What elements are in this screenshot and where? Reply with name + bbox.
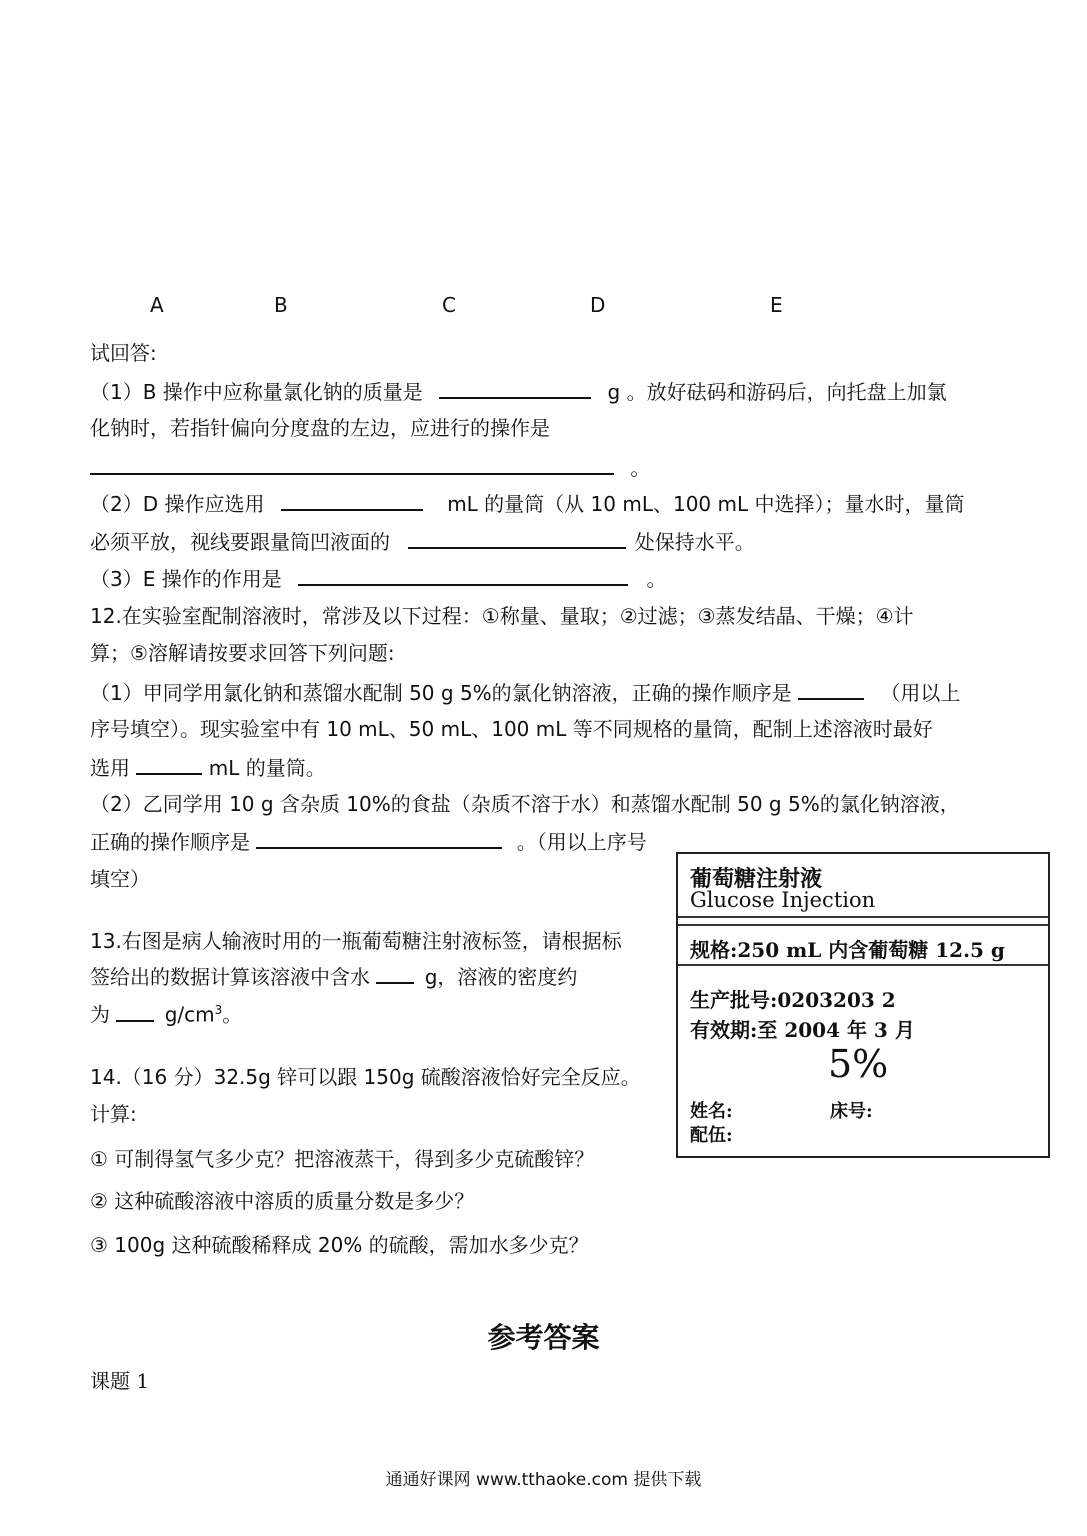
q11-p2-text2: mL 的量筒（从 10 mL、100 mL 中选择）；量水时，量筒 <box>447 492 965 516</box>
label-divider-3 <box>678 964 1048 966</box>
q11-p3-text: （3）E 操作的作用是 <box>90 567 282 591</box>
q14-line1: 14.（16 分）32.5g 锌可以跟 150g 硫酸溶液恰好完全反应。 <box>90 1065 641 1089</box>
q14-item3: ③ 100g 这种硫酸稀释成 20% 的硫酸，需加水多少克？ <box>90 1233 589 1257</box>
q12-part1-line2: 序号填空）。现实验室中有 10 mL、50 mL、100 mL 等不同规格的量筒，配制上述溶液时最好 <box>90 717 933 741</box>
q11-p2-text4: 处保持水平。 <box>634 530 755 554</box>
q13-end: 。 <box>222 1002 243 1027</box>
q11-p1-blank[interactable] <box>439 379 591 399</box>
label-divider-1 <box>678 916 1048 918</box>
q12-p1-order-blank[interactable] <box>798 680 864 700</box>
q12-part1-line1 <box>90 680 960 705</box>
q11-part1-line1 <box>90 379 947 404</box>
label-title-en: Glucose Injection <box>690 888 876 912</box>
q11-part3 <box>90 566 666 591</box>
q13-text2: g，溶液的密度约 <box>424 965 578 989</box>
option-letter-c: C <box>442 293 456 317</box>
q11-p1-operation-blank[interactable] <box>90 455 614 475</box>
q12-p1-text5: mL 的量筒。 <box>208 756 326 780</box>
lesson-label: 课题 1 <box>90 1369 150 1393</box>
page-footer: 通通好课网 www.tthaoke.com 提供下载 <box>385 1470 702 1490</box>
label-batch: 生产批号:0203203 2 <box>690 988 896 1012</box>
q14-item1: ① 可制得氢气多少克？把溶液蒸干，得到多少克硫酸锌？ <box>90 1147 595 1171</box>
q11-part2-line2 <box>90 529 755 554</box>
q12-p1-text2: （用以上 <box>880 681 961 705</box>
q11-part1-line2: 化钠时，若指针偏向分度盘的左边，应进行的操作是 <box>90 416 550 440</box>
q12-part1-line3 <box>90 755 326 780</box>
q13-unit: g/cm <box>164 1002 215 1027</box>
q12-p1-cylinder-blank[interactable] <box>136 755 202 775</box>
q13-line2 <box>90 964 577 989</box>
q13-line1: 13.右图是病人输液时用的一瓶葡萄糖注射液标签，请根据标 <box>90 929 622 953</box>
option-letter-e: E <box>770 293 783 317</box>
label-title-cn: 葡萄糖注射液 <box>690 866 823 892</box>
q13-unit-exponent: 3 <box>214 1003 223 1017</box>
q11-p2-blank[interactable] <box>281 491 423 511</box>
q11-p2-text3: 必须平放，视线要跟量筒凹液面的 <box>90 530 390 554</box>
q13-text: 签给出的数据计算该溶液中含水 <box>90 965 370 989</box>
label-divider-2 <box>678 924 1048 926</box>
q12-p1-text: （1）甲同学用氯化钠和蒸馏水配制 50 g 5%的氯化钠溶液，正确的操作顺序是 <box>90 681 792 705</box>
label-compat: 配伍: <box>690 1125 733 1146</box>
label-percent: 5% <box>828 1042 889 1086</box>
q13-text3: 为 <box>90 1002 110 1027</box>
q12-p2-order-blank[interactable] <box>256 829 502 849</box>
q13-density-blank[interactable] <box>116 1002 154 1022</box>
label-expiry: 有效期:至 2004 年 3 月 <box>690 1018 915 1042</box>
q11-part2-line1 <box>90 491 965 516</box>
q11-part1-line3 <box>90 455 650 480</box>
q11-p2-text: （2）D 操作应选用 <box>90 492 265 516</box>
q11-p1-unit: g 。放好砝码和游码后，向托盘上加氯 <box>607 380 947 404</box>
q11-p3-end: 。 <box>646 567 667 591</box>
q12-part2-line1: （2）乙同学用 10 g 含杂质 10%的食盐（杂质不溶于水）和蒸馏水配制 50 g 5%的氯化钠溶液， <box>90 792 960 816</box>
q12-part2-line2 <box>90 829 647 854</box>
answers-heading: 参考答案 <box>487 1321 600 1354</box>
q11-p3-blank[interactable] <box>298 566 628 586</box>
q12-intro-line2: 算；⑤溶解请按要求回答下列问题: <box>90 641 395 665</box>
q12-part2-line3: 填空） <box>90 867 150 891</box>
q13-water-blank[interactable] <box>376 964 414 984</box>
label-bed: 床号: <box>830 1101 873 1122</box>
try-answer-text: 试回答: <box>90 341 157 365</box>
option-letter-a: A <box>150 293 164 317</box>
q14-item2: ② 这种硫酸溶液中溶质的质量分数是多少？ <box>90 1189 475 1213</box>
q12-intro-line1: 12.在实验室配制溶液时，常涉及以下过程：①称量、量取；②过滤；③蒸发结晶、干燥；④计 <box>90 604 914 628</box>
q12-p2-text2: 。（用以上序号 <box>516 830 647 854</box>
q14-line2: 计算: <box>90 1102 137 1126</box>
q11-p2-blank2[interactable] <box>408 529 626 549</box>
q12-p1-text4: 选用 <box>90 756 130 780</box>
label-name: 姓名: <box>690 1101 733 1122</box>
q11-p1-end: 。 <box>630 456 651 480</box>
option-letter-d: D <box>590 293 606 317</box>
q12-p2-text: 正确的操作顺序是 <box>90 830 250 854</box>
q11-p1-text: （1）B 操作中应称量氯化钠的质量是 <box>90 380 423 404</box>
label-spec: 规格:250 mL 内含葡萄糖 12.5 g <box>690 938 1005 962</box>
glucose-injection-label <box>676 852 1050 1158</box>
option-letter-b: B <box>274 293 288 317</box>
q13-line3 <box>90 998 242 1027</box>
